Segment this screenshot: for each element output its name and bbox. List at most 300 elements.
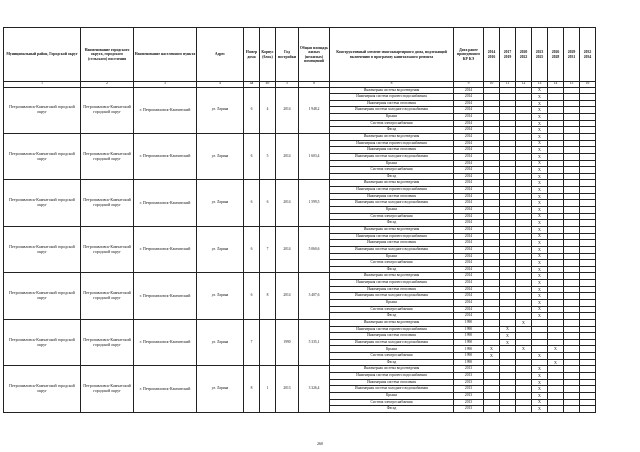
period-cell <box>548 207 564 214</box>
register-sheet <box>3 27 596 413</box>
settlement-cell: Петропавловск-Камчатский городской округ <box>81 366 134 412</box>
period-cell <box>516 226 532 233</box>
build-year-cell: 2014 <box>276 226 299 272</box>
period-mark: X <box>532 399 548 406</box>
period-mark: X <box>532 246 548 253</box>
period-cell <box>580 273 596 280</box>
period-cell <box>564 173 580 180</box>
build-year-cell: 2014 <box>276 180 299 226</box>
period-mark: X <box>516 346 532 353</box>
period-cell <box>580 366 596 373</box>
house-number-cell: 8 <box>244 366 260 412</box>
period-cell <box>564 193 580 200</box>
element-name-cell: Система электроснабжения <box>330 353 454 360</box>
element-name-cell: Инженерная система водоотведения <box>330 180 454 187</box>
period-cell <box>580 386 596 393</box>
column-header: Общая площадь жилых (нежилых) помещений <box>299 28 330 82</box>
locality-cell: г. Петропавловск-Камчатский <box>134 273 197 319</box>
period-cell <box>580 187 596 194</box>
period-cell <box>500 353 516 360</box>
element-name-cell: Система электроснабжения <box>330 399 454 406</box>
period-cell <box>564 293 580 300</box>
period-cell <box>532 333 548 340</box>
period-cell <box>500 180 516 187</box>
period-cell <box>484 406 500 413</box>
period-cell <box>548 260 564 267</box>
address-cell: ул. Ларина <box>197 180 244 226</box>
element-name-cell: Инженерная система холодного водоснабжения <box>330 153 454 160</box>
period-cell <box>516 94 532 101</box>
period-cell <box>548 180 564 187</box>
period-cell <box>564 160 580 167</box>
column-header: Год постройки <box>276 28 299 82</box>
period-cell <box>564 120 580 127</box>
element-name-cell: Инженерная система холодного водоснабжения <box>330 200 454 207</box>
period-cell <box>580 100 596 107</box>
prior-repair-date-cell: 2014 <box>454 114 484 121</box>
period-cell <box>484 226 500 233</box>
period-cell <box>500 280 516 287</box>
block-cell: 8 <box>260 273 276 319</box>
period-cell <box>564 333 580 340</box>
period-mark: X <box>532 293 548 300</box>
period-cell <box>516 187 532 194</box>
header-row <box>4 28 596 82</box>
period-cell <box>580 226 596 233</box>
period-mark: X <box>532 220 548 227</box>
prior-repair-date-cell: 2014 <box>454 167 484 174</box>
period-cell <box>500 120 516 127</box>
column-number: 15 <box>564 82 580 88</box>
element-name-cell: Крыша <box>330 346 454 353</box>
period-cell <box>580 180 596 187</box>
period-cell <box>564 240 580 247</box>
column-header: Наименование городского округа, городского (сельского) поселения <box>81 28 134 82</box>
period-cell <box>484 379 500 386</box>
period-cell <box>548 147 564 154</box>
address-cell: ул. Ларина <box>197 133 244 179</box>
column-number: 1 <box>4 82 81 88</box>
period-cell <box>516 399 532 406</box>
period-cell <box>564 373 580 380</box>
period-cell <box>500 94 516 101</box>
element-name-cell: Инженерная система горячего водоснабжения <box>330 140 454 147</box>
period-cell <box>500 193 516 200</box>
period-cell <box>564 353 580 360</box>
period-cell <box>564 306 580 313</box>
column-header: 2017 2019 <box>500 28 516 82</box>
locality-cell: г. Петропавловск-Камчатский <box>134 87 197 133</box>
period-cell <box>580 207 596 214</box>
period-cell <box>484 286 500 293</box>
table-row <box>4 273 596 280</box>
period-cell <box>564 180 580 187</box>
period-cell <box>516 300 532 307</box>
period-cell <box>548 293 564 300</box>
period-cell <box>516 127 532 134</box>
period-mark: X <box>532 306 548 313</box>
table-row <box>4 133 596 140</box>
period-mark: X <box>532 392 548 399</box>
block-cell: 5 <box>260 133 276 179</box>
column-header: 2026 2028 <box>548 28 564 82</box>
address-cell: ул. Ларина <box>197 226 244 272</box>
prior-repair-date-cell: 2014 <box>454 300 484 307</box>
prior-repair-date-cell: 2014 <box>454 246 484 253</box>
block-cell: 1 <box>260 366 276 412</box>
period-cell <box>516 120 532 127</box>
table-row <box>4 319 596 326</box>
period-cell <box>580 339 596 346</box>
locality-cell: г. Петропавловск-Камчатский <box>134 226 197 272</box>
period-cell <box>580 200 596 207</box>
table-row <box>4 366 596 373</box>
period-cell <box>500 213 516 220</box>
locality-cell: г. Петропавловск-Камчатский <box>134 319 197 365</box>
period-cell <box>564 133 580 140</box>
period-cell <box>548 233 564 240</box>
period-cell <box>564 207 580 214</box>
element-name-cell: Система электроснабжения <box>330 167 454 174</box>
element-name-cell: Крыша <box>330 207 454 214</box>
period-mark: X <box>532 266 548 273</box>
period-cell <box>580 379 596 386</box>
column-header: 2032 2034 <box>580 28 596 82</box>
period-cell <box>548 399 564 406</box>
area-cell: 3 326,4 <box>299 366 330 412</box>
period-cell <box>580 300 596 307</box>
prior-repair-date-cell: 2014 <box>454 147 484 154</box>
element-name-cell: Инженерная система горячего водоснабжения <box>330 233 454 240</box>
period-cell <box>580 399 596 406</box>
prior-repair-date-cell: 2014 <box>454 220 484 227</box>
area-cell: 3 407,6 <box>299 273 330 319</box>
period-cell <box>548 114 564 121</box>
period-mark: X <box>532 253 548 260</box>
period-cell <box>484 333 500 340</box>
element-name-cell: Система электроснабжения <box>330 213 454 220</box>
table-row <box>4 180 596 187</box>
period-cell <box>580 253 596 260</box>
period-cell <box>548 120 564 127</box>
element-name-cell: Крыша <box>330 253 454 260</box>
period-mark: X <box>532 353 548 360</box>
period-cell <box>484 266 500 273</box>
period-cell <box>500 306 516 313</box>
period-mark: X <box>500 326 516 333</box>
district-cell: Петропавловск-Камчатский городской округ <box>4 273 81 319</box>
period-cell <box>548 306 564 313</box>
period-mark: X <box>532 160 548 167</box>
house-number-cell: 6 <box>244 87 260 133</box>
prior-repair-date-cell: 2014 <box>454 260 484 267</box>
prior-repair-date-cell: 2014 <box>454 187 484 194</box>
district-cell: Петропавловск-Камчатский городской округ <box>4 226 81 272</box>
column-number: 10 <box>484 82 500 88</box>
column-header: Номер дома <box>244 28 260 82</box>
prior-repair-date-cell: 2014 <box>454 233 484 240</box>
period-cell <box>500 319 516 326</box>
prior-repair-date-cell: 2014 <box>454 180 484 187</box>
element-name-cell: Система электроснабжения <box>330 306 454 313</box>
period-cell <box>484 140 500 147</box>
column-number: 11 <box>500 82 516 88</box>
prior-repair-date-cell: 2014 <box>454 240 484 247</box>
period-cell <box>484 313 500 320</box>
period-cell <box>564 127 580 134</box>
period-cell <box>532 339 548 346</box>
period-cell <box>484 180 500 187</box>
element-name-cell: Инженерная система холодного водоснабжения <box>330 339 454 346</box>
period-cell <box>500 386 516 393</box>
period-cell <box>516 293 532 300</box>
period-cell <box>548 353 564 360</box>
column-number: 4б <box>260 82 276 88</box>
period-mark: X <box>532 386 548 393</box>
period-cell <box>516 220 532 227</box>
period-cell <box>548 187 564 194</box>
period-cell <box>548 253 564 260</box>
period-cell <box>516 213 532 220</box>
district-cell: Петропавловск-Камчатский городской округ <box>4 366 81 412</box>
period-cell <box>580 319 596 326</box>
period-cell <box>516 366 532 373</box>
period-mark: X <box>532 114 548 121</box>
period-cell <box>484 220 500 227</box>
district-cell: Петропавловск-Камчатский городской округ <box>4 133 81 179</box>
element-name-cell: Фасад <box>330 406 454 413</box>
period-cell <box>580 306 596 313</box>
period-cell <box>516 87 532 94</box>
period-cell <box>516 373 532 380</box>
period-cell <box>484 293 500 300</box>
period-cell <box>484 133 500 140</box>
column-header: 2020 2022 <box>516 28 532 82</box>
element-name-cell: Инженерная система водоотведения <box>330 319 454 326</box>
prior-repair-date-cell: 2014 <box>454 207 484 214</box>
locality-cell: г. Петропавловск-Камчатский <box>134 180 197 226</box>
period-cell <box>500 266 516 273</box>
period-cell <box>484 160 500 167</box>
period-cell <box>548 300 564 307</box>
element-name-cell: Фасад <box>330 266 454 273</box>
period-cell <box>516 153 532 160</box>
period-cell <box>564 107 580 114</box>
repair-program-table <box>3 27 596 413</box>
prior-repair-date-cell: 2014 <box>454 87 484 94</box>
period-cell <box>516 233 532 240</box>
period-cell <box>580 87 596 94</box>
period-mark: X <box>532 173 548 180</box>
column-header: Адрес <box>197 28 244 82</box>
settlement-cell: Петропавловск-Камчатский городской округ <box>81 180 134 226</box>
element-name-cell: Система электроснабжения <box>330 120 454 127</box>
period-cell <box>484 399 500 406</box>
period-cell <box>500 167 516 174</box>
period-cell <box>548 313 564 320</box>
period-cell <box>484 246 500 253</box>
period-mark: X <box>532 133 548 140</box>
period-cell <box>500 140 516 147</box>
period-cell <box>580 353 596 360</box>
period-cell <box>548 127 564 134</box>
period-cell <box>484 366 500 373</box>
period-cell <box>516 392 532 399</box>
period-cell <box>484 213 500 220</box>
period-mark: X <box>532 286 548 293</box>
prior-repair-date-cell: 2013 <box>454 373 484 380</box>
column-number: 4а <box>244 82 260 88</box>
prior-repair-date-cell: 1990 <box>454 353 484 360</box>
period-cell <box>548 100 564 107</box>
period-cell <box>548 193 564 200</box>
period-cell <box>580 260 596 267</box>
period-cell <box>500 253 516 260</box>
period-mark: X <box>532 180 548 187</box>
prior-repair-date-cell: 2014 <box>454 107 484 114</box>
prior-repair-date-cell: 1990 <box>454 346 484 353</box>
table-body <box>4 87 596 412</box>
column-number: 12 <box>516 82 532 88</box>
period-cell <box>564 94 580 101</box>
period-cell <box>500 293 516 300</box>
period-cell <box>548 160 564 167</box>
period-cell <box>548 107 564 114</box>
prior-repair-date-cell: 2014 <box>454 173 484 180</box>
column-number: 3 <box>134 82 197 88</box>
house-number-cell: 6 <box>244 226 260 272</box>
area-cell: 1 603,4 <box>299 133 330 179</box>
period-cell <box>580 280 596 287</box>
column-header: 2023 2025 <box>532 28 548 82</box>
period-cell <box>564 319 580 326</box>
period-cell <box>484 114 500 121</box>
column-number: 6 <box>299 82 330 88</box>
period-cell <box>484 260 500 267</box>
element-name-cell: Инженерная система водоотведения <box>330 133 454 140</box>
period-cell <box>548 280 564 287</box>
period-cell <box>516 253 532 260</box>
element-name-cell: Фасад <box>330 173 454 180</box>
period-mark: X <box>532 87 548 94</box>
period-cell <box>484 94 500 101</box>
block-cell: 6 <box>260 180 276 226</box>
period-cell <box>500 147 516 154</box>
period-cell <box>484 392 500 399</box>
house-number-cell: 6 <box>244 180 260 226</box>
period-cell <box>500 399 516 406</box>
period-mark: X <box>484 346 500 353</box>
period-cell <box>580 133 596 140</box>
column-header: Корпус (блок) <box>260 28 276 82</box>
period-cell <box>548 246 564 253</box>
period-cell <box>580 153 596 160</box>
element-name-cell: Инженерная система водоотведения <box>330 273 454 280</box>
period-cell <box>564 187 580 194</box>
period-cell <box>548 333 564 340</box>
build-year-cell: 2013 <box>276 366 299 412</box>
period-mark: X <box>532 366 548 373</box>
period-cell <box>500 260 516 267</box>
period-cell <box>516 333 532 340</box>
period-cell <box>580 359 596 366</box>
build-year-cell: 1990 <box>276 319 299 365</box>
period-cell <box>580 326 596 333</box>
prior-repair-date-cell: 2013 <box>454 386 484 393</box>
prior-repair-date-cell: 2013 <box>454 379 484 386</box>
element-name-cell: Инженерная система холодного водоснабжения <box>330 293 454 300</box>
area-cell: 1 948,2 <box>299 87 330 133</box>
period-cell <box>580 313 596 320</box>
period-mark: X <box>532 167 548 174</box>
period-cell <box>516 107 532 114</box>
period-cell <box>564 147 580 154</box>
period-cell <box>484 120 500 127</box>
period-cell <box>548 220 564 227</box>
period-mark: X <box>532 140 548 147</box>
house-number-cell: 6 <box>244 273 260 319</box>
period-cell <box>532 326 548 333</box>
period-cell <box>500 346 516 353</box>
period-cell <box>564 346 580 353</box>
prior-repair-date-cell: 1990 <box>454 359 484 366</box>
period-cell <box>500 273 516 280</box>
page-number: 260 <box>317 441 323 446</box>
period-cell <box>580 392 596 399</box>
period-mark: X <box>532 187 548 194</box>
period-cell <box>548 392 564 399</box>
period-mark: X <box>532 100 548 107</box>
period-cell <box>580 127 596 134</box>
period-cell <box>564 339 580 346</box>
period-mark: X <box>532 94 548 101</box>
period-cell <box>500 133 516 140</box>
element-name-cell: Крыша <box>330 114 454 121</box>
period-cell <box>548 94 564 101</box>
period-cell <box>548 266 564 273</box>
period-cell <box>564 379 580 386</box>
period-cell <box>484 147 500 154</box>
period-cell <box>500 87 516 94</box>
period-cell <box>516 359 532 366</box>
period-mark: X <box>484 353 500 360</box>
period-cell <box>484 306 500 313</box>
period-cell <box>548 87 564 94</box>
prior-repair-date-cell: 2014 <box>454 153 484 160</box>
period-cell <box>516 306 532 313</box>
column-number: 16 <box>580 82 596 88</box>
table-row <box>4 87 596 94</box>
period-cell <box>564 220 580 227</box>
period-cell <box>484 107 500 114</box>
period-cell <box>484 253 500 260</box>
period-cell <box>564 300 580 307</box>
period-cell <box>484 193 500 200</box>
prior-repair-date-cell: 2014 <box>454 226 484 233</box>
period-mark: X <box>532 260 548 267</box>
prior-repair-date-cell: 2013 <box>454 406 484 413</box>
period-cell <box>500 160 516 167</box>
period-mark: X <box>532 313 548 320</box>
period-mark: X <box>532 107 548 114</box>
element-name-cell: Крыша <box>330 392 454 399</box>
district-cell: Петропавловск-Камчатский городской округ <box>4 319 81 365</box>
column-header: Дата ранее проведенного КР КЭ <box>454 28 484 82</box>
block-cell: 7 <box>260 226 276 272</box>
period-cell <box>548 200 564 207</box>
period-cell <box>484 87 500 94</box>
period-cell <box>516 147 532 154</box>
